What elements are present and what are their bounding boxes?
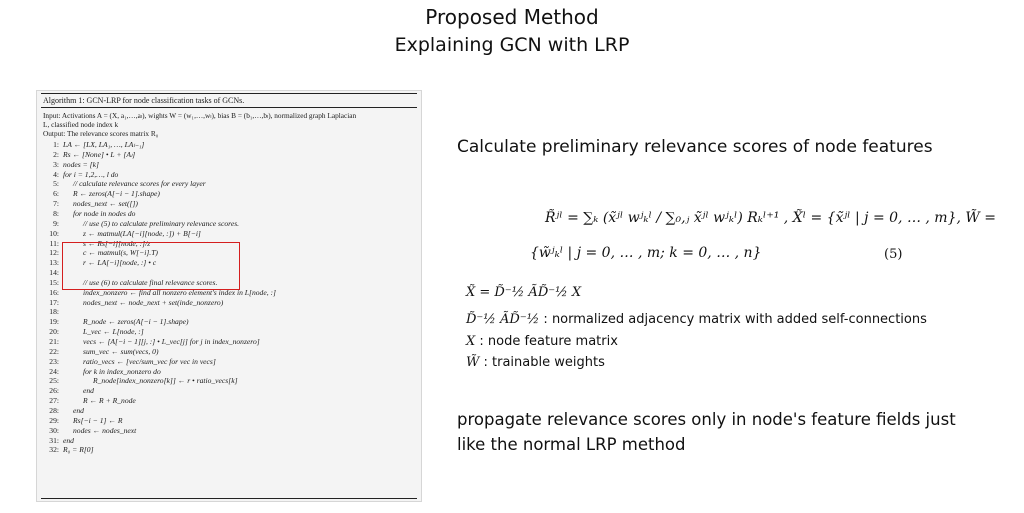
algorithm-line: [41, 396, 136, 405]
adjacency-definition: [466, 312, 927, 327]
algorithm-line-number: 26:: [49, 386, 59, 396]
algorithm-line-text: c ← matmul(s, W[−i].T): [83, 248, 158, 258]
algorithm-line-number: 22:: [49, 346, 59, 356]
algorithm-line-number: 17:: [49, 297, 59, 307]
algorithm-line-text: vecs ← [A[−i − 1][j, :] • L_vec[j] for j in index_nonzero]: [83, 337, 260, 346]
algorithm-line-text: // use (5) to calculate preliminary relevance scores.: [83, 218, 240, 228]
equation-line-1: R̃ʲˡ = ∑ₖ (x̃ʲˡ wʲₖˡ / ∑₀,ⱼ x̃ʲˡ wʲₖˡ) Rₖˡ⁺¹ , X̃ˡ = {x̃ʲˡ | j = 0, … , m}, W̃ =: [545, 210, 996, 226]
algorithm-line: [41, 317, 189, 326]
xtilde-definition: X̃ = D̃⁻½ ÃD̃⁻½ X: [466, 285, 582, 300]
algorithm-line: [41, 376, 238, 385]
algorithm-line-text: nodes_next ← set([]): [73, 199, 138, 209]
algorithm-line-number: 13:: [49, 258, 59, 268]
algorithm-line-text: ratio_vecs ← [vec/sum_vec for vec in vecs]: [83, 356, 216, 366]
algorithm-line: [41, 416, 123, 425]
algorithm-line: [41, 327, 144, 336]
algorithm-line-number: 11:: [49, 238, 59, 248]
algorithm-header-rule: [41, 107, 417, 108]
algorithm-line-number: 27:: [49, 396, 59, 406]
algorithm-line-number: 19:: [49, 317, 59, 327]
equation-line-2: {w̃ʲₖˡ | j = 0, … , m; k = 0, … , n}: [530, 245, 762, 261]
algorithm-line: [41, 229, 201, 238]
algorithm-line-number: 32:: [49, 445, 59, 455]
weights-definition: [466, 355, 605, 370]
algorithm-line: [41, 445, 94, 454]
algorithm-line: [41, 170, 118, 179]
algorithm-line-text: end: [83, 386, 94, 396]
algorithm-line-number: 25:: [49, 376, 59, 386]
algorithm-line-text: index_nonzero ← find all nonzero element's index in L[node, :]: [83, 287, 276, 297]
algorithm-line: [41, 298, 223, 307]
algorithm-line-text: for i = 1,2,…, l do: [63, 169, 119, 179]
algorithm-line-number: 29:: [49, 415, 59, 425]
equation-number: (5): [884, 247, 903, 262]
algorithm-line: [41, 179, 206, 188]
algorithm-line: [41, 436, 74, 445]
algorithm-line-text: nodes ← nodes_next: [73, 425, 137, 435]
algorithm-line-text: // use (6) to calculate final relevance scores.: [83, 277, 218, 287]
algorithm-line-text: for node in nodes do: [73, 208, 136, 218]
algorithm-line-text: end: [73, 405, 84, 415]
algorithm-line-number: 7:: [53, 199, 59, 209]
algorithm-line-number: 4:: [53, 169, 59, 179]
algorithm-line-text: sum_vec ← sum(vecs, 0): [83, 346, 159, 356]
algorithm-line-number: 21:: [49, 337, 59, 346]
algorithm-line-text: LA ← [LX, LA₁, …, LAₗ₋₁]: [63, 140, 145, 149]
adjacency-symbol: D̃⁻½ ÃD̃⁻½: [466, 312, 540, 327]
algorithm-line-number: 9:: [53, 218, 59, 228]
algorithm-line: [41, 140, 144, 149]
algorithm-line: [41, 199, 138, 208]
algorithm-line: [41, 357, 216, 366]
algorithm-line: [41, 426, 136, 435]
algorithm-line-number: 18:: [49, 307, 59, 317]
algorithm-line-number: 3:: [53, 159, 59, 169]
algorithm-line-text: end: [63, 435, 74, 445]
algorithm-line-number: 5:: [53, 179, 59, 189]
algorithm-line-number: 20:: [49, 327, 59, 337]
w-symbol: W̃: [466, 355, 480, 370]
algorithm-line-text: Rs[−i − 1] ← R: [73, 415, 123, 425]
algorithm-line-text: s ← Rs[−i][node, :]/z: [83, 238, 151, 248]
algorithm-line: [41, 219, 239, 228]
algorithm-line-text: nodes_next ← node_next + set(inde_nonzero): [83, 297, 224, 307]
algorithm-line-number: 15:: [49, 277, 59, 287]
algorithm-line-number: 12:: [49, 248, 59, 258]
algorithm-line-number: 6:: [53, 189, 59, 199]
algorithm-line-text: R ← zeros(A[−i − 1].shape): [73, 189, 160, 199]
propagate-text-line-2: like the normal LRP method: [457, 435, 686, 454]
algorithm-line-text: R_node ← zeros(A[−i − 1].shape): [83, 317, 189, 327]
algorithm-bottom-rule: [41, 498, 417, 499]
algorithm-line-text: z ← matmul(LA[−i][node, :]) + B[−i]: [83, 228, 201, 238]
algorithm-top-rule: [41, 93, 417, 94]
algorithm-figure: [36, 90, 422, 502]
algorithm-line-number: 14:: [49, 268, 59, 278]
algorithm-line-number: 2:: [53, 149, 59, 159]
algorithm-output-line: Output: The relevance scores matrix R₀: [43, 129, 159, 138]
algorithm-line-number: 8:: [53, 208, 59, 218]
algorithm-line: [41, 406, 84, 415]
algorithm-line: [41, 209, 135, 218]
algorithm-line: [41, 386, 94, 395]
algorithm-line: [41, 347, 159, 356]
algorithm-line-text: // calculate relevance scores for every layer: [73, 179, 206, 189]
feature-matrix-definition: [466, 334, 618, 349]
algorithm-line-text: R₀ = R[0]: [63, 445, 94, 455]
algorithm-line-number: 31:: [49, 435, 59, 445]
algorithm-line: [41, 367, 161, 376]
algorithm-line-number: 1:: [53, 140, 59, 149]
algorithm-header: Algorithm 1: GCN-LRP for node classification tasks of GCNs.: [43, 96, 245, 105]
algorithm-line: [41, 160, 99, 169]
slide-title: Proposed Method: [425, 5, 599, 29]
algorithm-line-text: L_vec ← L[node, :]: [83, 327, 144, 337]
x-symbol: X: [466, 334, 476, 349]
algorithm-line: [41, 189, 160, 198]
algorithm-line: [41, 150, 135, 159]
algorithm-line-text: for k in index_nonzero do: [83, 366, 161, 376]
propagate-text-line-1: propagate relevance scores only in node's feature fields just: [457, 410, 956, 429]
algorithm-line-number: 16:: [49, 287, 59, 297]
section-heading: Calculate preliminary relevance scores of node features: [457, 137, 933, 157]
algorithm-line-number: 23:: [49, 356, 59, 366]
algorithm-line-text: Rs ← [None] • L + [Aₗ]: [63, 149, 136, 159]
algorithm-line-text: R ← R + R_node: [83, 396, 136, 406]
w-text: : trainable weights: [479, 355, 605, 370]
algorithm-line: [41, 307, 83, 316]
algorithm-line-text: nodes = [k]: [63, 159, 99, 169]
highlight-box: [62, 242, 240, 290]
algorithm-input-line-2: L, classified node index k: [43, 120, 119, 129]
algorithm-line-number: 30:: [49, 425, 59, 435]
algorithm-line-number: 24:: [49, 366, 59, 376]
adjacency-text: : normalized adjacency matrix with added self-connections: [539, 312, 927, 327]
algorithm-input-line-1: Input: Activations A = (X, a₁,…,aₗ), wights W = (w₁,…,wₗ), bias B = (b₁,…,bₗ), normalized graph Laplacian: [43, 111, 357, 120]
algorithm-line-number: 10:: [49, 228, 59, 238]
algorithm-line-number: 28:: [49, 405, 59, 415]
algorithm-line-text: R_node[index_nonzero[k]] ← r • ratio_vecs[k]: [93, 376, 238, 386]
slide-subtitle: Explaining GCN with LRP: [394, 34, 630, 56]
x-text: : node feature matrix: [475, 334, 618, 349]
algorithm-line-text: r ← LA[−i][node, :] • c: [83, 258, 157, 268]
algorithm-line: [41, 337, 260, 346]
